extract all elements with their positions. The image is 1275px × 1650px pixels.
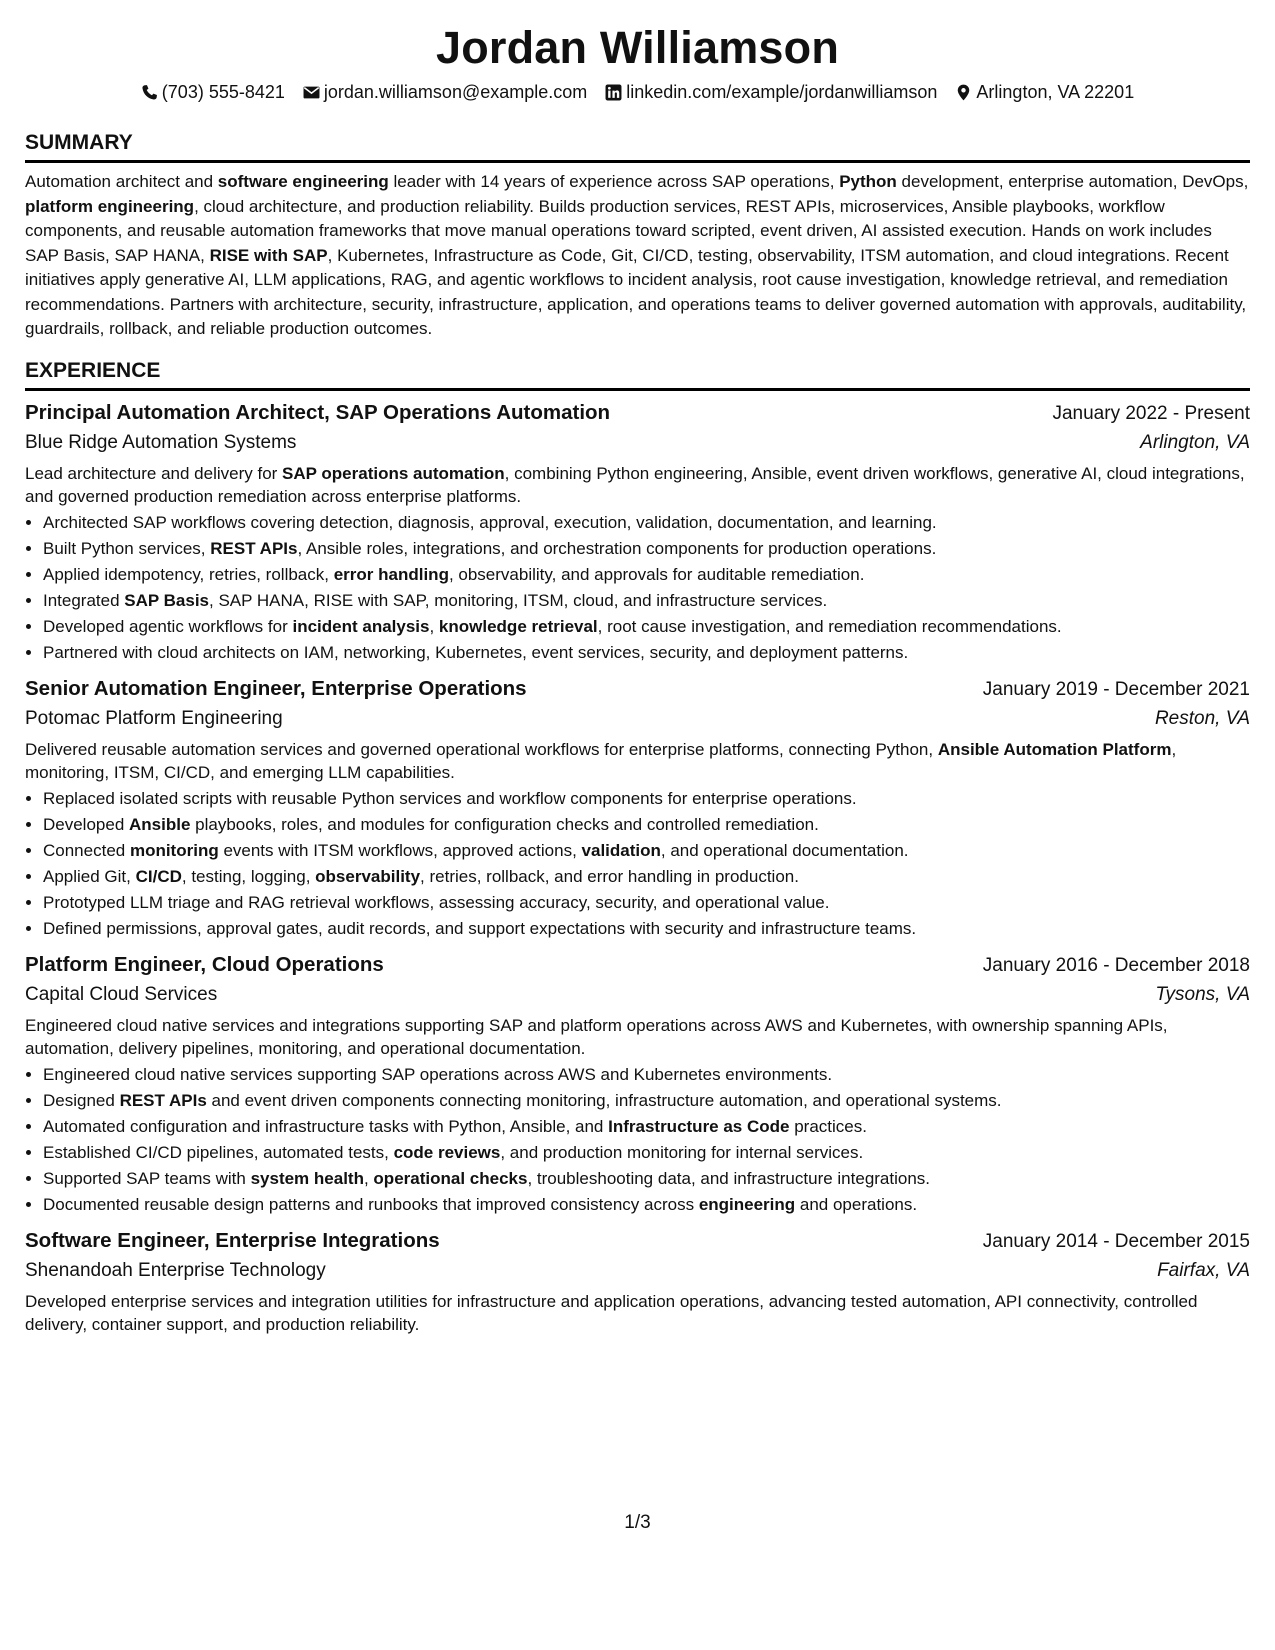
text-segment: Developed: [43, 815, 130, 834]
emphasis-text: validation: [581, 841, 661, 860]
emphasis-text: REST APIs: [210, 539, 298, 558]
text-segment: Integrated: [43, 591, 125, 610]
emphasis-text: monitoring: [129, 841, 219, 860]
list-item: [43, 1115, 1250, 1139]
job-dates: January 2016 - December 2018: [982, 954, 1250, 976]
contact-email[interactable]: [303, 80, 587, 104]
email-text[interactable]: jordan.williamson@example.com: [323, 82, 588, 102]
company-name: Capital Cloud Services: [25, 983, 218, 1005]
list-item: [43, 839, 1250, 863]
company-name: Shenandoah Enterprise Technology: [25, 1259, 326, 1281]
text-segment: Designed: [43, 1091, 120, 1110]
job-entry: [25, 1227, 1250, 1337]
text-segment: Defined permissions, approval gates, audit records, and support expectations with security and infrastructure teams.: [43, 919, 917, 938]
text-segment: Lead architecture and delivery for: [25, 463, 283, 483]
company-row: [25, 1256, 1250, 1286]
text-segment: , and operational documentation.: [660, 841, 909, 860]
job-title-row: [25, 399, 1250, 428]
location-pin-icon: [955, 84, 972, 101]
text-segment: Connected: [43, 841, 130, 860]
job-description: [25, 462, 1250, 509]
resume-page: [25, 0, 1250, 1650]
company-row: [25, 428, 1250, 458]
text-segment: Architected SAP workflows covering detection, diagnosis, approval, execution, validation, documentation, and learning.: [43, 513, 937, 532]
emphasis-text: SAP operations automation: [282, 463, 505, 483]
text-segment: , troubleshooting data, and infrastructure integrations.: [527, 1169, 931, 1188]
job-entry: [25, 951, 1250, 1217]
text-segment: , root cause investigation, and remediation recommendations.: [597, 617, 1062, 636]
text-segment: , monitoring, ITSM, CI/CD, and emerging LLM capabilities.: [25, 739, 1177, 782]
emphasis-text: Infrastructure as Code: [608, 1117, 790, 1136]
text-segment: Applied Git,: [43, 867, 136, 886]
job-description: [25, 1290, 1250, 1337]
emphasis-text: REST APIs: [119, 1091, 207, 1110]
emphasis-text: RISE with SAP: [209, 245, 328, 265]
text-segment: , and production monitoring for internal services.: [500, 1143, 864, 1162]
page-number: 1/3: [624, 1512, 651, 1533]
text-segment: and operations.: [795, 1195, 918, 1214]
job-bullet-list: [25, 787, 1250, 941]
text-segment: Built Python services,: [43, 539, 211, 558]
experience-heading: EXPERIENCE: [25, 358, 1250, 391]
list-item: [43, 1167, 1250, 1191]
text-segment: and event driven components connecting monitoring, infrastructure automation, and operational systems.: [206, 1091, 1002, 1110]
job-location: Arlington, VA: [1140, 431, 1250, 453]
text-segment: Delivered reusable automation services and governed operational workflows for enterprise platforms, connecting Python,: [25, 739, 938, 759]
job-location: Fairfax, VA: [1157, 1259, 1250, 1281]
text-segment: , observability, and approvals for auditable remediation.: [448, 565, 865, 584]
text-segment: events with ITSM workflows, approved actions,: [218, 841, 582, 860]
contact-linkedin[interactable]: [605, 80, 937, 104]
job-title: Senior Automation Engineer, Enterprise Operations: [25, 676, 527, 700]
job-description: [25, 1014, 1250, 1061]
list-item: [43, 787, 1250, 811]
emphasis-text: engineering: [698, 1195, 796, 1214]
job-description: [25, 738, 1250, 785]
text-segment: Partnered with cloud architects on IAM, networking, Kubernetes, event services, security, and deployment patterns.: [43, 643, 909, 662]
job-bullet-list: [25, 1063, 1250, 1217]
company-name: Blue Ridge Automation Systems: [25, 431, 297, 453]
list-item: [43, 589, 1250, 613]
text-segment: , Ansible roles, integrations, and orchestration components for production operations.: [297, 539, 937, 558]
text-segment: Prototyped LLM triage and RAG retrieval workflows, assessing accuracy, security, and operational value.: [43, 893, 830, 912]
job-location: Tysons, VA: [1155, 983, 1250, 1005]
list-item: [43, 641, 1250, 665]
emphasis-text: system health: [250, 1169, 364, 1188]
list-item: [43, 1089, 1250, 1113]
list-item: [43, 615, 1250, 639]
linkedin-icon: [605, 84, 622, 101]
text-segment: Automation architect and: [25, 172, 218, 191]
job-title-row: [25, 675, 1250, 704]
job-dates: January 2022 - Present: [1052, 402, 1250, 424]
emphasis-text: observability: [315, 867, 421, 886]
text-segment: practices.: [789, 1117, 867, 1136]
text-segment: Documented reusable design patterns and runbooks that improved consistency across: [43, 1195, 699, 1214]
list-item: [43, 891, 1250, 915]
job-entry: [25, 399, 1250, 665]
text-segment: Engineered cloud native services and integrations supporting SAP and platform operations across AWS and Kubernetes, with ownership spanning APIs, automation, delivery pipelines, monitoring, and operational documentation.: [25, 1015, 1168, 1058]
emphasis-text: platform engineering: [25, 196, 195, 216]
list-item: [43, 865, 1250, 889]
text-segment: Engineered cloud native services supporting SAP operations across AWS and Kubernetes environments.: [43, 1065, 833, 1084]
emphasis-text: code reviews: [393, 1143, 501, 1162]
text-segment: , retries, rollback, and error handling in production.: [420, 867, 799, 886]
phone-text: (703) 555-8421: [161, 82, 285, 102]
job-title-row: [25, 1227, 1250, 1256]
emphasis-text: operational checks: [373, 1169, 528, 1188]
text-segment: playbooks, roles, and modules for configuration checks and controlled remediation.: [190, 815, 819, 834]
company-row: [25, 980, 1250, 1010]
summary-text: [25, 170, 1250, 342]
text-segment: Automated configuration and infrastructure tasks with Python, Ansible, and: [43, 1117, 609, 1136]
text-segment: Applied idempotency, retries, rollback,: [43, 565, 334, 584]
job-dates: January 2014 - December 2015: [982, 1230, 1250, 1252]
list-item: [43, 1063, 1250, 1087]
text-segment: , cloud architecture, and production reliability. Builds production services, REST APIs, microservices, Ansible playbooks, workflow components, and reusable automation frameworks that move manual operations toward scripted, event driven, AI assisted execution. Hands on work includes SAP Basis, SAP HANA,: [25, 196, 1212, 265]
emphasis-text: Ansible: [129, 815, 191, 834]
company-row: [25, 704, 1250, 734]
list-item: [43, 563, 1250, 587]
text-segment: Developed enterprise services and integration utilities for infrastructure and application operations, advancing tested automation, API connectivity, controlled delivery, container support, and production reliability.: [25, 1291, 1198, 1334]
contact-location: [955, 80, 1134, 104]
job-location: Reston, VA: [1154, 707, 1250, 729]
text-segment: , SAP HANA, RISE with SAP, monitoring, ITSM, cloud, and infrastructure services.: [209, 591, 828, 610]
text-segment: , testing, logging,: [181, 867, 316, 886]
list-item: [43, 1141, 1250, 1165]
text-segment: development, enterprise automation, DevOps,: [896, 172, 1249, 191]
candidate-name: Jordan Williamson: [435, 22, 840, 73]
emphasis-text: SAP Basis: [124, 591, 210, 610]
job-dates: January 2019 - December 2021: [982, 678, 1250, 700]
emphasis-text: software engineering: [217, 172, 389, 191]
experience-list: [25, 399, 1250, 1337]
contact-phone: [141, 80, 285, 104]
phone-icon: [141, 84, 158, 101]
job-title: Principal Automation Architect, SAP Operations Automation: [25, 400, 611, 424]
text-segment: ,: [363, 1169, 374, 1188]
job-title-row: [25, 951, 1250, 980]
summary-heading: SUMMARY: [25, 130, 1250, 163]
list-item: [43, 813, 1250, 837]
list-item: [43, 537, 1250, 561]
location-text: Arlington, VA 22201: [976, 82, 1135, 102]
emphasis-text: incident analysis: [292, 617, 430, 636]
text-segment: leader with 14 years of experience across SAP operations,: [388, 172, 840, 191]
text-segment: Supported SAP teams with: [43, 1169, 251, 1188]
email-icon: [303, 84, 320, 101]
emphasis-text: CI/CD: [135, 867, 182, 886]
list-item: [43, 511, 1250, 535]
text-segment: ,: [429, 617, 439, 636]
job-bullet-list: [25, 511, 1250, 665]
text-segment: , combining Python engineering, Ansible, event driven workflows, generative AI, cloud integrations, and governed production remediation across enterprise platforms.: [25, 463, 1245, 506]
emphasis-text: error handling: [333, 565, 449, 584]
list-item: [43, 1193, 1250, 1217]
company-name: Potomac Platform Engineering: [25, 707, 283, 729]
text-segment: Replaced isolated scripts with reusable Python services and workflow components for enterprise operations.: [43, 789, 857, 808]
emphasis-text: Python: [839, 172, 897, 191]
emphasis-text: knowledge retrieval: [438, 617, 598, 636]
job-title: Platform Engineer, Cloud Operations: [25, 952, 384, 976]
text-segment: Developed agentic workflows for: [43, 617, 293, 636]
linkedin-text[interactable]: linkedin.com/example/jordanwilliamson: [626, 82, 938, 102]
emphasis-text: Ansible Automation Platform: [937, 739, 1172, 759]
job-title: Software Engineer, Enterprise Integrations: [25, 1228, 440, 1252]
list-item: [43, 917, 1250, 941]
text-segment: , Kubernetes, Infrastructure as Code, Git, CI/CD, testing, observability, ITSM automation, and cloud integrations. Recent initiatives apply generative AI, LLM applications, RAG, and agentic workflows to incident analysis, root cause investigation, knowledge retrieval, and remediation recommendations. Partners with architecture, security, infrastructure, application, and operations teams to deliver governed automation with approvals, auditability, guardrails, rollback, and reliable production outcomes.: [25, 245, 1247, 338]
contact-bar: [25, 80, 1250, 104]
text-segment: Established CI/CD pipelines, automated tests,: [43, 1143, 394, 1162]
job-entry: [25, 675, 1250, 941]
